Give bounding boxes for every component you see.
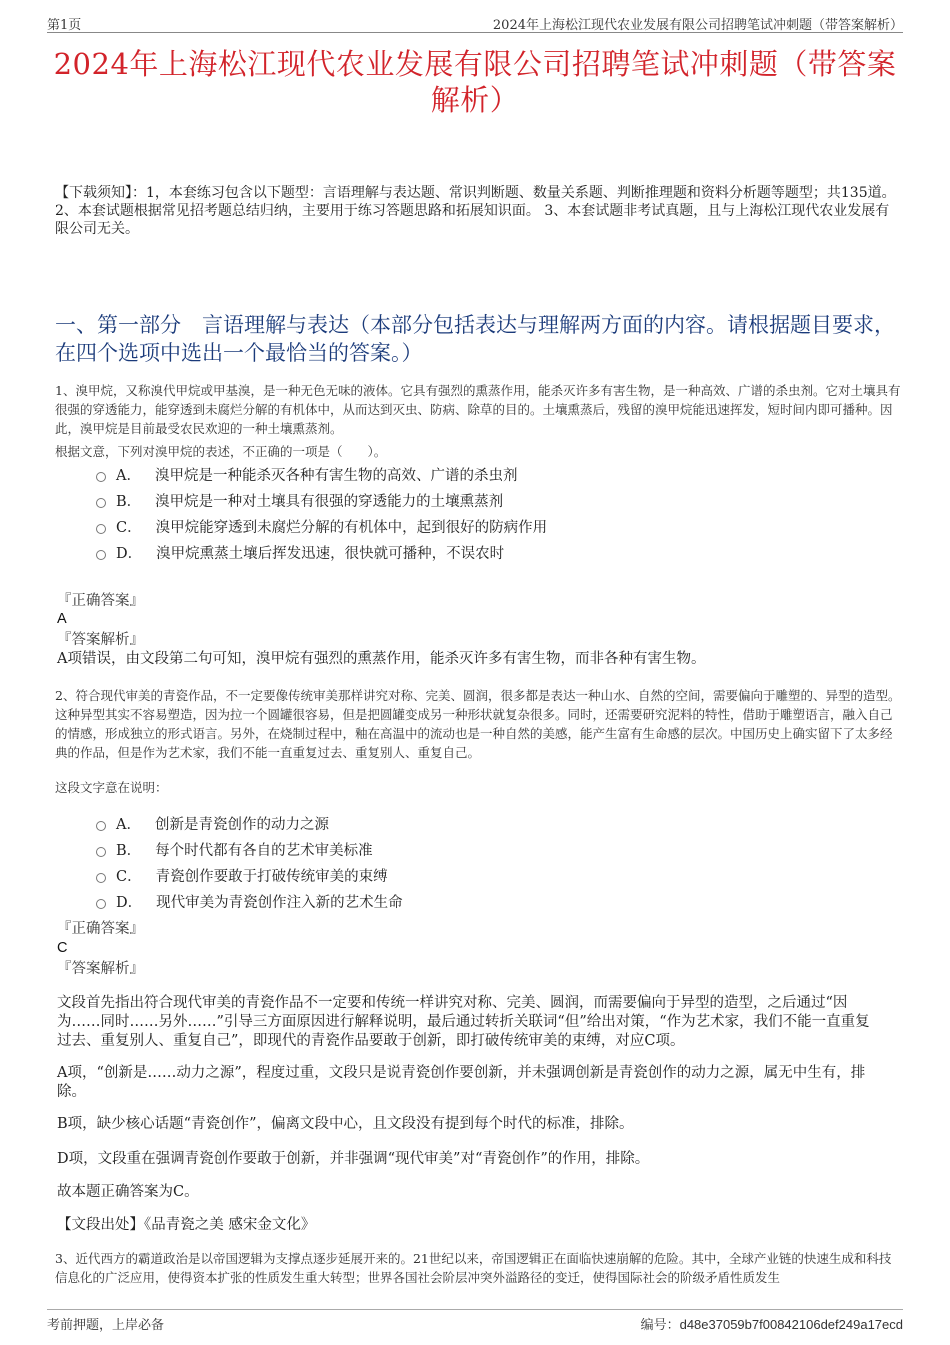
footer-slogan: 考前押题，上岸必备 bbox=[47, 1318, 165, 1333]
q2-source: 【文段出处】《品青瓷之美 感宋金文化》 bbox=[57, 1217, 316, 1233]
q1-stem: 1、溴甲烷，又称溴代甲烷或甲基溴，是一种无色无味的液体。它具有强烈的熏蒸作用，能杀灭许多有害生物，是一种高效、广谱的杀虫剂。它对土壤具有很强的穿透能力，能穿透到未腐烂分解的有机体中，从而达到灭虫、防病、除草的目的。土壤熏蒸后，残留的溴甲烷能迅速挥发，短时间内即可播种。因此，溴甲烷是目前最受农民欢迎的一种土壤熏蒸剂。 bbox=[55, 383, 901, 436]
q2-answer-label: 『正确答案』 bbox=[57, 921, 144, 937]
radio-icon[interactable] bbox=[96, 550, 106, 560]
q1-option-d[interactable]: D． 溴甲烷熏蒸土壤后挥发迅速，很快就可播种，不误农时 bbox=[96, 544, 504, 564]
document-title: 2024年上海松江现代农业发展有限公司招聘笔试冲刺题（带答案解析） bbox=[53, 47, 897, 117]
q1-answer-label: 『正确答案』 bbox=[57, 593, 144, 609]
q1-answer: A bbox=[57, 611, 67, 627]
q2-analysis-option-a: A项，“创新是……动力之源”，程度过重，文段只是说青瓷创作要创新，并未强调创新是青瓷创作的动力之源，属无中生有，排除。 bbox=[57, 1065, 866, 1100]
download-notice: 【下载须知】：1，本套练习包含以下题型：言语理解与表达题、常识判断题、数量关系题、判断推理题和资料分析题等题型；共135道。 2、本套试题根据常见招考题总结归纳，主要用于练习答题思路和拓展知识面。 3、本套试题非考试真题，且与上海松江现代农业发展有限公司无关。 bbox=[55, 185, 896, 237]
radio-icon[interactable] bbox=[96, 498, 106, 508]
q2-analysis-main: 文段首先指出符合现代审美的青瓷作品不一定要和传统一样讲究对称、完美、圆润，而需要偏向于异型的造型，之后通过“因为……同时……另外……”引导三方面原因进行解释说明，最后通过转折关联词“但”给出对策，“作为艺术家，我们不能一直重复过去、重复别人、重复自己”，即现代的青瓷作品要敢于创新，即打破传统审美的束缚，对应C项。 bbox=[57, 995, 870, 1049]
section-title: 一、第一部分 言语理解与表达（本部分包括表达与理解两方面的内容。请根据题目要求，在四个选项中选出一个最恰当的答案。） bbox=[55, 313, 895, 365]
q2-option-b[interactable]: B． 每个时代都有各自的艺术审美标准 bbox=[96, 841, 373, 861]
q2-analysis-label: 『答案解析』 bbox=[57, 961, 144, 977]
q2-question: 这段文字意在说明： bbox=[55, 780, 168, 795]
radio-icon[interactable] bbox=[96, 873, 106, 883]
q1-option-b[interactable]: B． 溴甲烷是一种对土壤具有很强的穿透能力的土壤熏蒸剂 bbox=[96, 492, 503, 512]
q2-analysis-option-b: B项，缺少核心话题“青瓷创作”，偏离文段中心，且文段没有提到每个时代的标准，排除。 bbox=[57, 1116, 634, 1132]
page-number: 第1页 bbox=[47, 18, 82, 33]
footer-divider bbox=[47, 1309, 903, 1310]
q2-option-a[interactable]: A． 创新是青瓷创作的动力之源 bbox=[96, 815, 329, 835]
running-title: 2024年上海松江现代农业发展有限公司招聘笔试冲刺题（带答案解析） bbox=[492, 18, 903, 33]
q2-stem: 2、符合现代审美的青瓷作品，不一定要像传统审美那样讲究对称、完美、圆润，很多都是表达一种山水、自然的空间，需要偏向于雕塑的、异型的造型。这种异型其实不容易塑造，因为拉一个圆罐很容易，但是把圆罐变成另一种形状就复杂很多。同时，还需要研究泥料的特性，借助于雕塑语言，融入自己的情感，形成独立的形式语言。另外，在烧制过程中，釉在高温中的流动也是一种自然的美感，能产生富有生命感的层次。中国历史上确实留下了太多经典的作品，但是作为艺术家，我们不能一直重复过去、重复别人、重复自己。 bbox=[55, 688, 901, 760]
q2-option-d[interactable]: D． 现代审美为青瓷创作注入新的艺术生命 bbox=[96, 893, 403, 913]
q1-option-a[interactable]: A． 溴甲烷是一种能杀灭各种有害生物的高效、广谱的杀虫剂 bbox=[96, 466, 517, 486]
q1-analysis-label: 『答案解析』 bbox=[57, 632, 144, 648]
radio-icon[interactable] bbox=[96, 899, 106, 909]
q2-option-c[interactable]: C． 青瓷创作要敢于打破传统审美的束缚 bbox=[96, 867, 388, 887]
q3-stem: 3、近代西方的霸道政治是以帝国逻辑为支撑点逐步延展开来的。21世纪以来，帝国逻辑正在面临快速崩解的危险。其中，全球产业链的快速生成和科技信息化的广泛应用，使得资本扩张的性质发生重大转型；世界各国社会阶层冲突外溢路径的变迁，使得国际社会的阶级矛盾性质发生 bbox=[55, 1251, 892, 1285]
radio-icon[interactable] bbox=[96, 524, 106, 534]
header-divider bbox=[47, 32, 903, 33]
radio-icon[interactable] bbox=[96, 847, 106, 857]
radio-icon[interactable] bbox=[96, 821, 106, 831]
radio-icon[interactable] bbox=[96, 472, 106, 482]
q1-analysis: A项错误，由文段第二句可知，溴甲烷有强烈的熏蒸作用，能杀灭许多有害生物，而非各种有害生物。 bbox=[57, 651, 706, 667]
document-code: 编号：d48e37059b7f00842106def249a17ecd bbox=[640, 1317, 903, 1333]
q1-question: 根据文意，下列对溴甲烷的表述，不正确的一项是（ ）。 bbox=[55, 444, 387, 459]
q2-answer: C bbox=[57, 940, 68, 956]
q2-analysis-option-d: D项，文段重在强调青瓷创作要敢于创新，并非强调“现代审美”对“青瓷创作”的作用，排除。 bbox=[57, 1151, 650, 1167]
q1-option-c[interactable]: C． 溴甲烷能穿透到未腐烂分解的有机体中，起到很好的防病作用 bbox=[96, 518, 547, 538]
q2-conclusion: 故本题正确答案为C。 bbox=[57, 1184, 199, 1200]
